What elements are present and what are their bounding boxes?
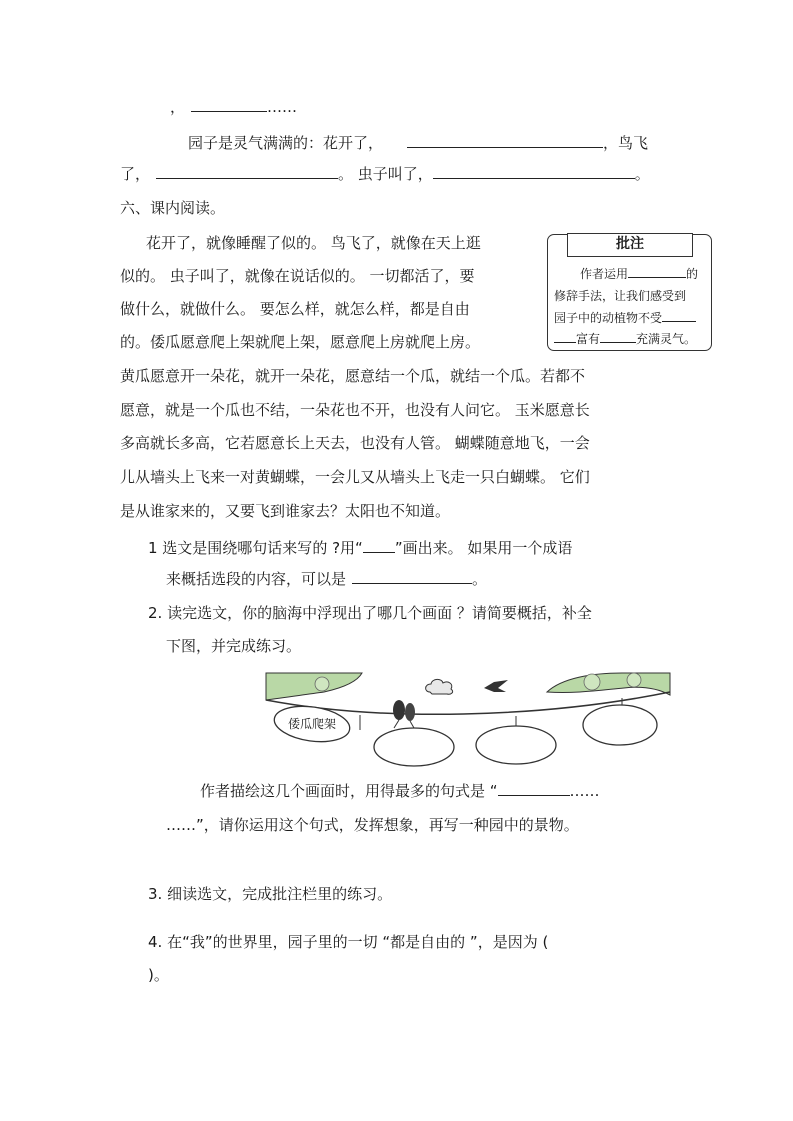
question-2-cont: 下图，并完成练习。 [166, 637, 302, 655]
fill-line-3: 了， 。 虫子叫了， 。 [120, 165, 650, 183]
annotation-line: 修辞手法，让我们感受到 [554, 289, 687, 303]
scene-oval-2[interactable] [374, 728, 454, 766]
annotation-line: 作者运用 的 [580, 267, 699, 281]
scene-oval-1-label: 倭瓜爬架 [287, 717, 337, 731]
passage-line: 愿意，就是一个瓜也不结，一朵花也不开，也没有人问它。 玉米愿意长 [120, 401, 590, 419]
annotation-box [547, 234, 712, 351]
answer-blank[interactable] [363, 537, 395, 553]
question-4: 4. 在“我”的世界里，园子里的一切 “都是自由的 ”，是因为 ( [148, 933, 549, 951]
scene-diagram [262, 670, 672, 775]
section-heading: 六、课内阅读。 [120, 199, 226, 217]
annotation-blank[interactable] [554, 330, 576, 343]
passage-line: 似的。 虫子叫了，就像在说话似的。 一切都活了，要 [120, 267, 475, 285]
swallows-icon [393, 700, 415, 728]
answer-blank[interactable] [156, 163, 338, 179]
passage-line: 儿从墙头上飞来一对黄蝴蝶，一会儿又从墙头上飞走一只白蝴蝶。 它们 [120, 468, 590, 486]
answer-blank[interactable] [352, 568, 472, 584]
fill-line-1: ， …… [170, 98, 298, 116]
question-1-cont: 来概括选段的内容，可以是 。 [166, 570, 488, 588]
passage-line: 花开了，就像睡醒了似的。 鸟飞了，就像在天上逛 [146, 234, 481, 252]
foliage-left [266, 673, 362, 700]
cloud-icon [426, 679, 453, 694]
annotation-blank[interactable] [628, 265, 686, 278]
answer-blank[interactable] [498, 780, 570, 796]
passage-line: 多高就长多高，它若愿意长上天去，也没有人管。 蝴蝶随意地飞，一会 [120, 434, 590, 452]
question-1: 1 选文是围绕哪句话来写的 ?用“ ”画出来。 如果用一个成语 [148, 539, 573, 557]
annotation-blank[interactable] [662, 309, 696, 322]
scene-oval-4[interactable] [583, 705, 657, 745]
answer-blank[interactable] [191, 96, 267, 112]
question-2-sentence-cont: ……”，请你运用这个句式，发挥想象，再写一种园中的景物。 [166, 816, 579, 834]
passage-line: 是从谁家来的，又要飞到谁家去？太阳也不知道。 [120, 502, 451, 520]
annotation-line: 园子中的动植物不受 [554, 309, 696, 327]
question-2-sentence: 作者描绘这几个画面时，用得最多的句式是 “ …… [200, 782, 600, 800]
question-2: 2. 读完选文，你的脑海中浮现出了哪几个画面 ？请简要概括，补全 [148, 604, 592, 622]
foliage-right [547, 673, 670, 695]
bird-icon [484, 680, 508, 692]
fill-line-2: 园子是灵气满满的：花开了， ，鸟飞 [188, 134, 649, 152]
scene-oval-3[interactable] [476, 726, 556, 764]
annotation-line: 富有 充满灵气。 [554, 330, 696, 348]
annotation-blank[interactable] [600, 330, 636, 343]
passage-line: 做什么，就做什么。 要怎么样，就怎么样，都是自由 [120, 300, 470, 318]
passage-line: 黄瓜愿意开一朵花，就开一朵花，愿意结一个瓜，就结一个瓜。若都不 [120, 367, 586, 385]
passage-line: 的。倭瓜愿意爬上架就爬上架，愿意爬上房就爬上房。 [120, 333, 481, 351]
answer-blank[interactable] [433, 163, 635, 179]
question-3: 3. 细读选文，完成批注栏里的练习。 [148, 885, 393, 903]
answer-blank[interactable] [407, 132, 603, 148]
annotation-title: 批注 [567, 233, 693, 257]
question-4-cont: )。 [148, 966, 169, 984]
